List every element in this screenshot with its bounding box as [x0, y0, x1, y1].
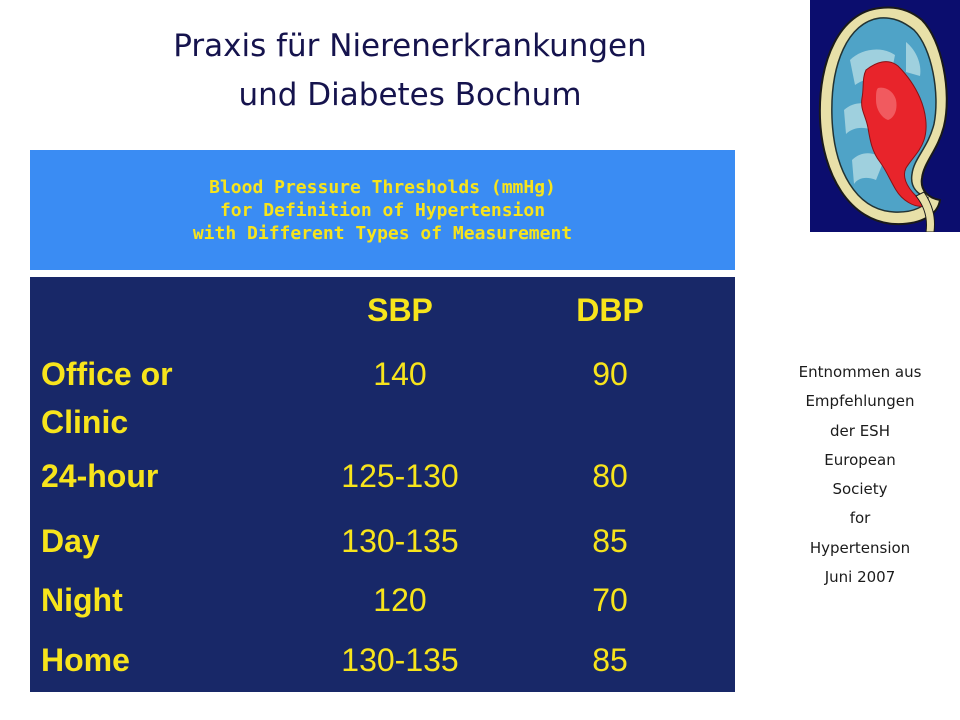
banner-line-2: for Definition of Hypertension: [219, 199, 546, 221]
cell-day-dbp: 85: [592, 523, 628, 559]
source-line: Juni 2007: [824, 568, 896, 587]
title-line-2: und Diabetes Bochum: [238, 77, 582, 113]
row-label-24-hour: 24-hour: [41, 458, 159, 494]
cell-office-sbp: 140: [373, 356, 427, 392]
kidney-illustration: [810, 0, 960, 232]
row-label-home: Home: [41, 642, 130, 678]
row-label-office-line2: Clinic: [41, 404, 129, 440]
title-line-1: Praxis für Nierenerkrankungen: [173, 28, 647, 64]
row-label-night: Night: [41, 582, 123, 618]
banner-line-3: with Different Types of Measurement: [192, 222, 573, 244]
cell-24-hour-sbp: 125-130: [341, 458, 459, 494]
bp-threshold-table: [30, 277, 735, 692]
source-line: Entnommen aus: [798, 363, 922, 381]
source-line: for: [849, 509, 871, 528]
source-line: Empfehlungen: [805, 392, 915, 411]
row-label-office-line1: Office or: [41, 356, 173, 392]
source-line: Society: [832, 480, 888, 499]
cell-day-sbp: 130-135: [341, 523, 459, 559]
cell-home-dbp: 85: [592, 642, 628, 678]
source-line: der ESH: [830, 421, 890, 440]
column-header-dbp: DBP: [576, 292, 644, 328]
banner-line-1: Blood Pressure Thresholds (mmHg): [209, 176, 556, 198]
source-line: Hypertension: [809, 538, 911, 557]
row-label-day: Day: [41, 523, 100, 559]
cell-night-sbp: 120: [373, 582, 427, 618]
column-header-sbp: SBP: [367, 292, 433, 328]
source-line: European: [824, 450, 896, 469]
table-caption-banner: [30, 150, 735, 270]
kidney-icon: [810, 0, 960, 232]
page-title: [100, 22, 720, 120]
cell-24-hour-dbp: 80: [592, 458, 628, 494]
cell-night-dbp: 70: [592, 582, 628, 618]
cell-office-dbp: 90: [592, 356, 628, 392]
source-note: [760, 358, 960, 592]
cell-home-sbp: 130-135: [341, 642, 459, 678]
